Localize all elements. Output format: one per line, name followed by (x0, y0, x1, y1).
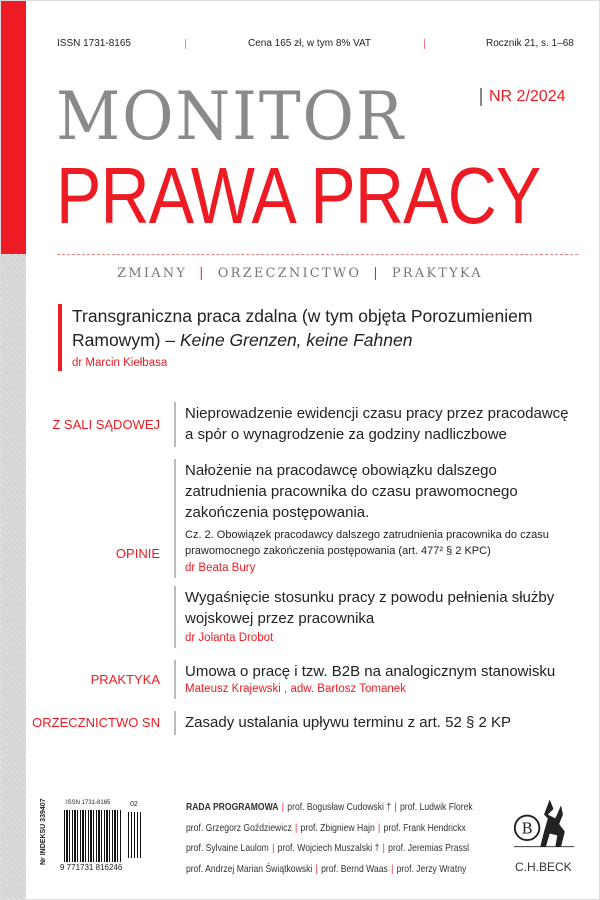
article-title: Nałożenie na pracodawcę obowiązku dalszego zatrudnienia pracownika do czasu prawomocnego zakończenia postępowania. (185, 462, 518, 521)
rubric-label: PRAKTYKA (90, 671, 160, 687)
article-title: Zasady ustalania upływu terminu z art. 52 § 2 KP (185, 714, 512, 731)
rubric-list (20, 402, 580, 747)
article-subtitle: Cz. 2. Obowiązek pracodawcy dalszego zatrudnienia pracownika do czasu prawomocnego zakończenia postępowania (art. 477² § 2 KPC) (185, 529, 549, 557)
board-member: prof. Sylvaine Laulom (186, 842, 269, 854)
title-prawa-pracy: PRAWA PRACY (56, 151, 541, 240)
barcode-number: 9 771731 816246 (60, 863, 123, 872)
article-author: dr Beata Bury (185, 562, 256, 574)
volume: Rocznik 21, s. 1–68 (486, 38, 574, 49)
section-orzecznictwo: ORZECZNICTWO (217, 266, 362, 281)
title-monitor: MONITOR (56, 78, 405, 155)
index-number: Nr INDEKSU 339407 (40, 798, 47, 865)
publisher-name: C.H.BECK (515, 860, 572, 874)
barcode-addon-number: 02 (130, 801, 138, 808)
board-member: prof. Zbigniew Hajn (300, 821, 375, 834)
dotted-divider (57, 254, 578, 255)
board-member: prof. Frank Hendrickx (383, 821, 466, 834)
lead-article (58, 304, 578, 371)
rubric-praktyka (20, 660, 580, 699)
rubric-opinie (20, 459, 580, 648)
board-member: prof. Wojciech Muszalski † (277, 842, 380, 854)
article (174, 660, 580, 699)
divider (424, 39, 425, 49)
rubric-orzecznictwo-sn (20, 711, 580, 735)
rubric-z-sali-sadowej (20, 402, 580, 447)
lead-title-italic: Keine Grenzen, keine Fahnen (179, 330, 413, 350)
article-title: Umowa o pracę i tzw. B2B na analogicznym stanowisku (185, 663, 556, 680)
red-spine-strip (0, 0, 26, 254)
barcode-addon (128, 812, 141, 858)
lead-author: dr Marcin Kiełbasa (72, 357, 168, 369)
article-author: dr Jolanta Drobot (185, 632, 274, 644)
article-title: Nieprowadzenie ewidencji czasu pracy przez pracodawcę a spór o wynagrodzenie za godziny nadliczbowe (185, 405, 569, 443)
board-member: prof. Jerzy Wratny (396, 862, 467, 875)
board-member: prof. Andrzej Marian Świątkowski (186, 862, 313, 875)
rubric-label: ORZECZNICTWO SN (32, 715, 160, 730)
board-member: prof. Bogusław Cudowski † (287, 801, 392, 813)
lead-title: Transgraniczna praca zdalna (w tym objęta Porozumieniem Ramowym) – (72, 306, 533, 350)
section-list: ZMIANY | ORZECZNICTWO | PRAKTYKA (117, 266, 483, 281)
barcode-issn: ISSN 1731-8165 (66, 800, 111, 806)
issue-number: NR 2/2024 (480, 88, 566, 106)
article (174, 711, 580, 735)
article-author: Mateusz Krajewski , adw. Bartosz Tomanek (185, 683, 406, 695)
rubric-label: OPINIE (115, 545, 160, 561)
article (174, 402, 580, 447)
section-praktyka: PRAKTYKA (391, 266, 483, 281)
board-member: prof. Bernd Waas (321, 862, 388, 875)
board-member: prof. Jeremias Prassl (388, 842, 470, 854)
program-board: RADA PROGRAMOWA | prof. Bogusław Cudowski † | prof. Ludwik Florek prof. Grzegorz Goździewicz | prof. Zbigniew Hajn | prof. Frank Hendrickx prof. Sylvaine Laulom | prof. Wojciech Muszalski † | prof. Jeremias Prassl prof. Andrzej Marian Świątkowski | prof. Bernd Waas | prof. Jerzy Wratny (186, 801, 473, 875)
board-member: prof. Grzegorz Goździewicz (186, 821, 292, 834)
price: Cena 165 zł, w tym 8% VAT (248, 38, 372, 49)
divider (185, 39, 186, 49)
article (174, 586, 580, 648)
article (174, 459, 580, 578)
issn: ISSN 1731-8165 (57, 38, 131, 49)
barcode (64, 810, 121, 862)
board-member: prof. Ludwik Florek (399, 801, 473, 813)
logo-monogram: B (521, 819, 533, 838)
section-zmiany: ZMIANY (117, 266, 188, 281)
board-heading: RADA PROGRAMOWA (186, 801, 279, 813)
rubric-label: Z SALI SĄDOWEJ (52, 416, 160, 432)
griffin-logo-icon (512, 794, 578, 856)
article-title: Wygaśnięcie stosunku pracy z powodu pełnienia służby wojskowej przez pracownika (185, 589, 555, 627)
